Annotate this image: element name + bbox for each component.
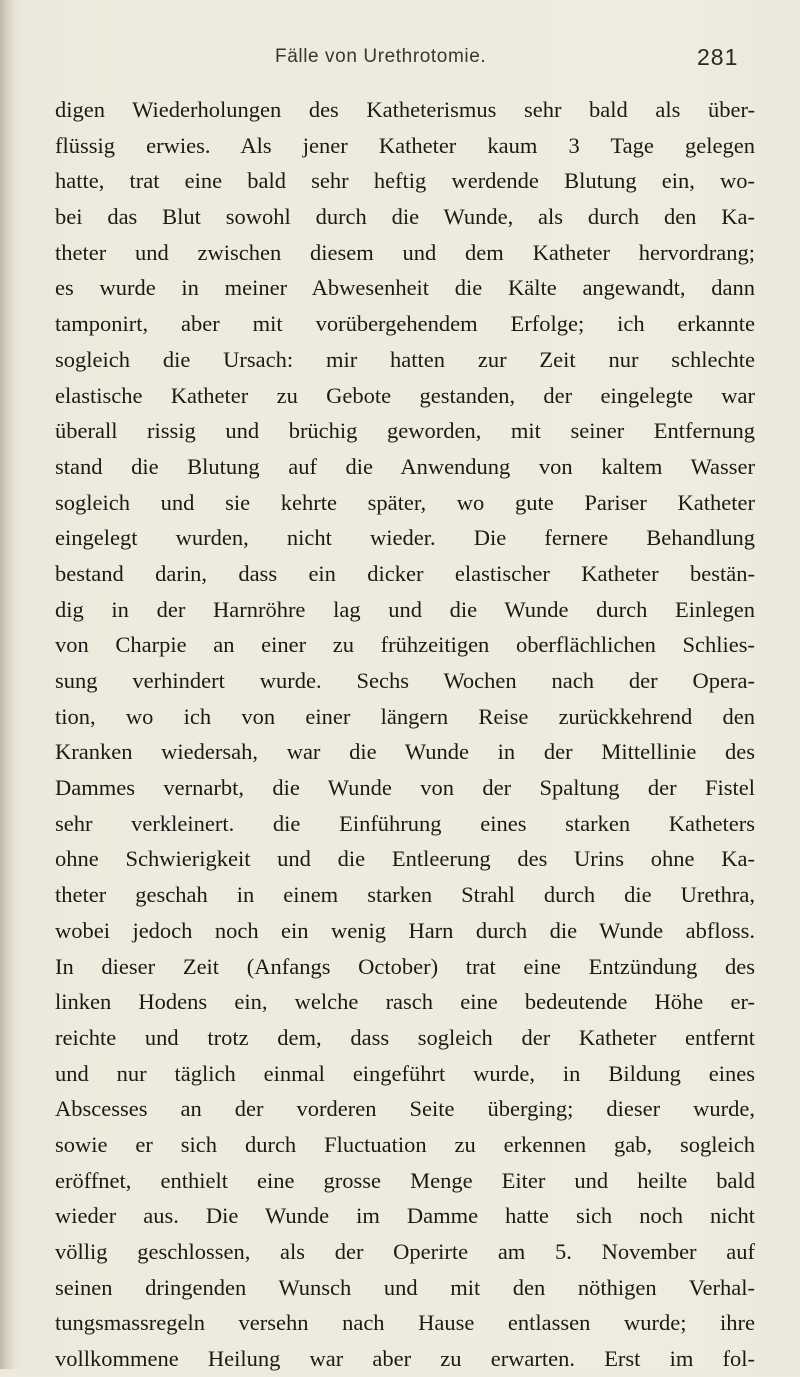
text-line: sogleich die Ursach: mir hatten zur Zeit nur schlechte (55, 346, 755, 372)
text-line: ohne Schwierigkeit und die Entleerung des Urins ohne Ka- (55, 846, 755, 872)
running-title: Fälle von Urethrotomie. (275, 46, 487, 67)
text-line: und nur täglich einmal eingeführt wurde, in Bildung eines (55, 1060, 755, 1086)
page-binding-edge (0, 0, 14, 1369)
text-line: In dieser Zeit (Anfangs October) trat eine Entzündung des (55, 953, 755, 979)
text-line: wieder aus. Die Wunde im Damme hatte sich noch nicht (55, 1203, 755, 1229)
text-line: vollkommene Heilung war aber zu erwarten. Erst im fol- (55, 1346, 755, 1372)
text-line: tungsmassregeln versehn nach Hause entlassen wurde; ihre (55, 1310, 755, 1336)
text-line: elastische Katheter zu Gebote gestanden, der eingelegte war (55, 382, 755, 408)
text-line: stand die Blutung auf die Anwendung von kaltem Wasser (55, 453, 755, 479)
text-line: völlig geschlossen, als der Operirte am 5. November auf (55, 1239, 755, 1264)
text-line: eröffnet, enthielt eine grosse Menge Eiter und heilte bald (55, 1167, 755, 1193)
text-line: bei das Blut sowohl durch die Wunde, als durch den Ka- (55, 204, 755, 230)
text-line: Abscesses an der vorderen Seite überging; dieser wurde, (55, 1096, 755, 1122)
text-line: sehr verkleinert. die Einführung eines starken Katheters (55, 810, 755, 836)
body-text (55, 92, 755, 1377)
text-line: von Charpie an einer zu frühzeitigen oberflächlichen Schlies- (55, 632, 755, 658)
text-line: tion, wo ich von einer längern Reise zurückkehrend den (55, 703, 755, 729)
text-line: Kranken wiedersah, war die Wunde in der Mittellinie des (55, 739, 755, 765)
running-header (0, 44, 800, 78)
text-line: überall rissig und brüchig geworden, mit seiner Entfernung (55, 418, 755, 444)
text-line: digen Wiederholungen des Katheterismus sehr bald als über- (55, 97, 755, 122)
text-line: wobei jedoch noch ein wenig Harn durch die Wunde abfloss. (55, 917, 755, 943)
text-line: seinen dringenden Wunsch und mit den nöthigen Verhal- (55, 1274, 755, 1300)
text-line: theter und zwischen diesem und dem Katheter hervordrang; (55, 239, 755, 265)
text-line: sowie er sich durch Fluctuation zu erkennen gab, sogleich (55, 1131, 755, 1157)
page-number: 281 (697, 44, 739, 70)
text-line: theter geschah in einem starken Strahl durch die Urethra, (55, 882, 755, 908)
text-line: sogleich und sie kehrte später, wo gute Pariser Katheter (55, 489, 755, 515)
text-line: eingelegt wurden, nicht wieder. Die fernere Behandlung (55, 525, 755, 551)
text-line: linken Hodens ein, welche rasch eine bedeutende Höhe er- (55, 989, 755, 1015)
text-line: sung verhindert wurde. Sechs Wochen nach der Opera- (55, 668, 755, 693)
text-line: flüssig erwies. Als jener Katheter kaum 3 Tage gelegen (55, 132, 755, 158)
text-line: hatte, trat eine bald sehr heftig werdende Blutung ein, wo- (55, 168, 755, 194)
text-line: dig in der Harnröhre lag und die Wunde durch Einlegen (55, 596, 755, 622)
text-line: es wurde in meiner Abwesenheit die Kälte angewandt, dann (55, 275, 755, 301)
text-line: tamponirt, aber mit vorübergehendem Erfolge; ich erkannte (55, 311, 755, 337)
text-line: reichte und trotz dem, dass sogleich der Katheter entfernt (55, 1024, 755, 1050)
text-line: Dammes vernarbt, die Wunde von der Spaltung der Fistel (55, 775, 755, 801)
text-line: bestand darin, dass ein dicker elastischer Katheter bestän- (55, 560, 755, 586)
